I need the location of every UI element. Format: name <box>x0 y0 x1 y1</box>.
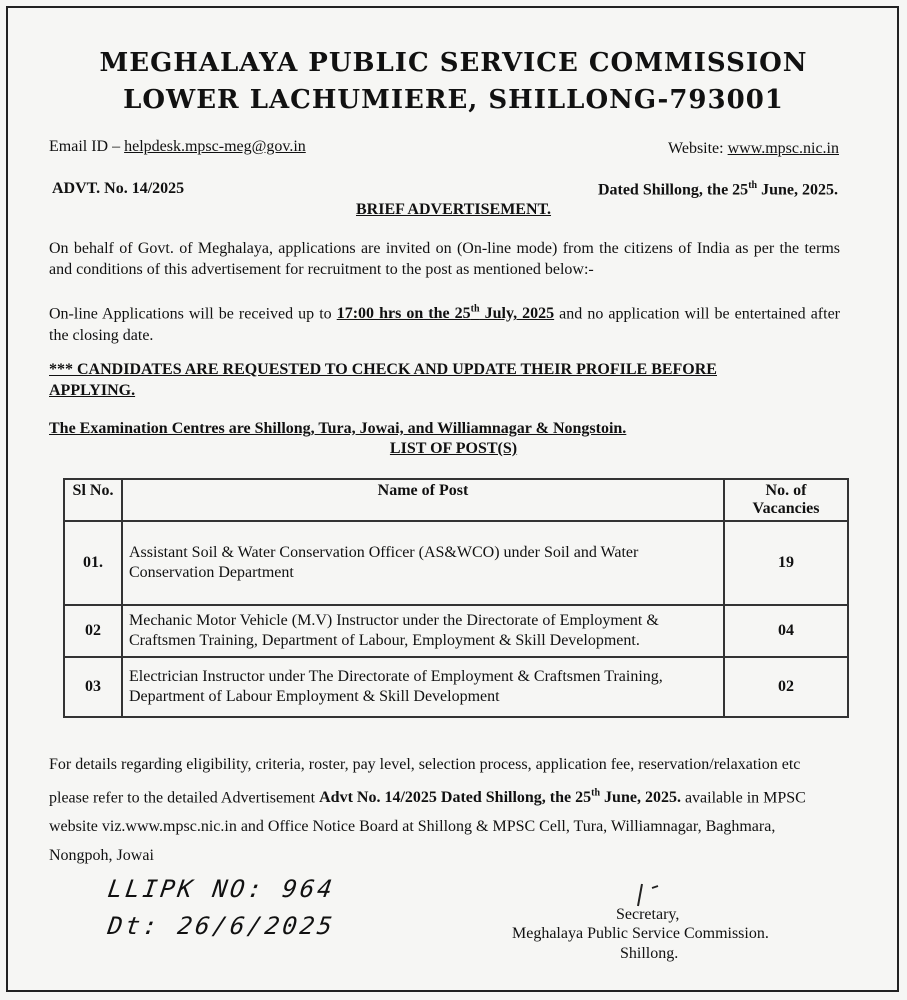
row-vacancies: 04 <box>724 605 848 657</box>
exam-centres: The Examination Centres are Shillong, Tura, Jowai, and Williamnagar & Nongstoin. <box>49 420 627 437</box>
details-before: For details regarding eligibility, criteria, roster, pay level, selection process, application fee, reservation/relaxation etc please refer to the detailed Advertisement <box>49 756 801 807</box>
deadline-paragraph <box>49 299 840 347</box>
posts-table <box>63 478 849 718</box>
header-address: LOWER LACHUMIERE, SHILLONG-793001 <box>123 85 784 115</box>
signatory-place: Shillong. <box>620 945 679 962</box>
details-after: available in MPSC website viz.www.mpsc.nic.in and Office Notice Board at Shillong & MPSC Cell, Tura, Williamnagar, Baghmara, Nongpoh, Jowai <box>49 789 806 865</box>
header-vacancies: No. of Vacancies <box>724 479 848 521</box>
table-row <box>64 657 848 717</box>
handwritten-memo-number: LLIPK NO: 964 <box>106 875 337 903</box>
row-post-name: Assistant Soil & Water Conservation Officer (AS&WCO) under Soil and Water Conservation Department <box>122 521 724 605</box>
details-bold-prefix: Advt No. 14/2025 Dated Shillong, the 25 <box>319 789 592 807</box>
header-commission-name: MEGHALAYA PUBLIC SERVICE COMMISSION <box>99 48 808 78</box>
email-line <box>49 138 306 156</box>
deadline-highlight-prefix: 17:00 hrs on the 25 <box>336 305 471 323</box>
page-title: BRIEF ADVERTISEMENT. <box>355 201 552 218</box>
advt-date-sup: th <box>748 180 758 191</box>
website-line <box>668 140 839 158</box>
website-label: Website: <box>668 140 728 157</box>
table-row <box>64 521 848 605</box>
advt-date-prefix: Dated Shillong, the 25 <box>597 181 749 199</box>
row-sl-no: 01. <box>64 521 122 605</box>
row-vacancies: 19 <box>724 521 848 605</box>
row-post-name: Mechanic Motor Vehicle (M.V) Instructor under the Directorate of Employment & Craftsmen Training, Department of Labour, Employment & Skill Development. <box>122 605 724 657</box>
signatory-title: Secretary, <box>616 906 680 923</box>
header-post-name: Name of Post <box>122 479 724 521</box>
details-advt-ref <box>319 789 681 806</box>
email-link[interactable]: helpdesk.mpsc-meg@gov.in <box>124 138 306 155</box>
advt-date-suffix: June, 2025. <box>757 181 838 199</box>
advt-date <box>598 180 838 199</box>
table-row <box>64 605 848 657</box>
deadline-sup: th <box>470 304 480 315</box>
website-link[interactable]: www.mpsc.nic.in <box>727 140 839 157</box>
advt-number: ADVT. No. 14/2025 <box>52 180 185 197</box>
deadline-after: and no application will be entertained after the closing date. <box>49 305 841 345</box>
row-sl-no: 03 <box>64 657 122 717</box>
header-sl-no: Sl No. <box>64 479 122 521</box>
row-sl-no: 02 <box>64 605 122 657</box>
intro-paragraph: On behalf of Govt. of Meghalaya, applications are invited on (On-line mode) from the citizens of India as per the terms and conditions of this advertisement for recruitment to the post as mentioned below:- <box>49 240 840 278</box>
details-bold-suffix: June, 2025. <box>600 789 681 807</box>
email-label: Email ID – <box>49 138 125 155</box>
signatory-organisation: Meghalaya Public Service Commission. <box>512 925 769 942</box>
table-header-row <box>64 479 848 521</box>
deadline-highlight <box>337 305 554 322</box>
deadline-highlight-suffix: July, 2025 <box>479 305 555 323</box>
handwritten-date: Dt: 26/6/2025 <box>106 912 337 940</box>
row-post-name: Electrician Instructor under The Directorate of Employment & Craftsmen Training, Department of Labour Employment & Skill Development <box>122 657 724 717</box>
list-title: LIST OF POST(S) <box>389 440 518 457</box>
row-vacancies: 02 <box>724 657 848 717</box>
details-paragraph <box>49 750 840 870</box>
deadline-before: On-line Applications will be received up to <box>49 305 337 323</box>
profile-notice: *** CANDIDATES ARE REQUESTED TO CHECK AND UPDATE THEIR PROFILE BEFORE APPLYING. <box>49 361 717 399</box>
details-sup: th <box>591 788 601 799</box>
